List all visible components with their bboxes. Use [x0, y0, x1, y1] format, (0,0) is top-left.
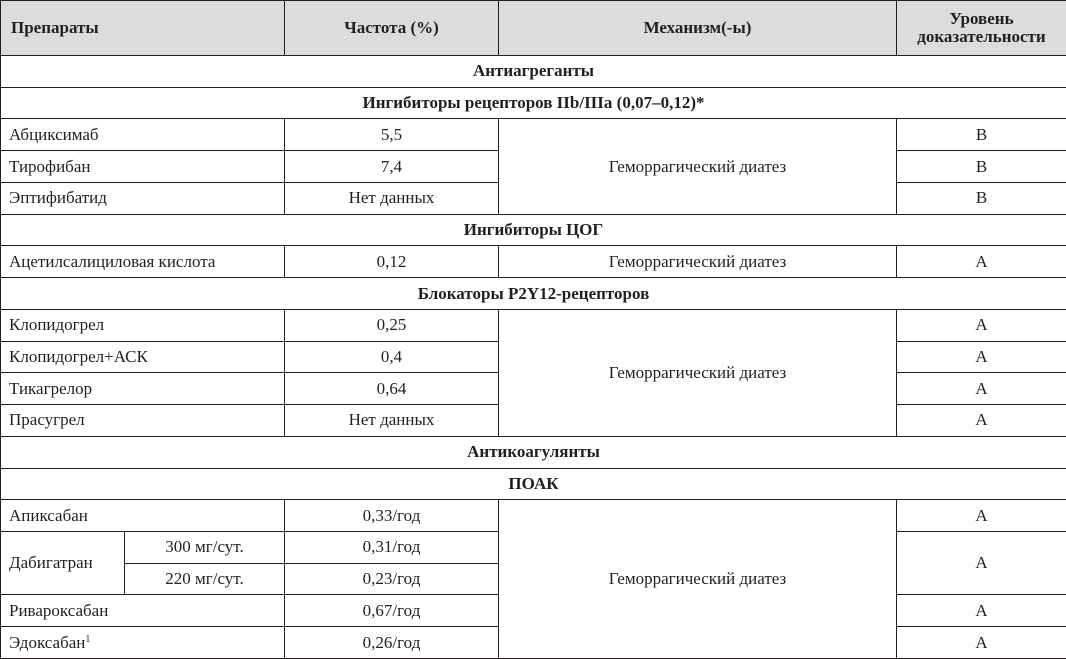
frequency-value: 0,23/год	[285, 563, 499, 595]
evidence-level: B	[897, 119, 1066, 151]
evidence-level: A	[897, 405, 1066, 437]
subsection-p2y12: Блокаторы P2Y12-рецепторов	[1, 278, 1066, 310]
section-anticoagulants: Антикоагулянты	[1, 436, 1066, 468]
mechanism-cell: Геморрагический диатез	[499, 309, 897, 436]
drug-name-cell	[1, 627, 285, 659]
section-row	[1, 214, 1066, 246]
frequency-value: Нет данных	[285, 405, 499, 437]
mechanism-cell: Геморрагический диатез	[499, 119, 897, 214]
drug-name: Эптифибатид	[1, 182, 285, 214]
header-row	[1, 1, 1066, 56]
drug-name: Тирофибан	[1, 151, 285, 183]
dose-value: 220 мг/сут.	[125, 563, 285, 595]
drug-name: Эдоксабан	[9, 632, 86, 652]
frequency-value: 0,64	[285, 373, 499, 405]
frequency-value: 5,5	[285, 119, 499, 151]
evidence-level: B	[897, 182, 1066, 214]
drug-name: Ацетилсалициловая кислота	[1, 246, 285, 278]
section-row	[1, 468, 1066, 500]
evidence-level: A	[897, 627, 1066, 659]
frequency-value: 0,12	[285, 246, 499, 278]
section-row	[1, 87, 1066, 119]
mechanism-cell: Геморрагический диатез	[499, 500, 897, 659]
evidence-level: A	[897, 373, 1066, 405]
evidence-level: A	[897, 341, 1066, 373]
evidence-level: A	[897, 309, 1066, 341]
evidence-level: A	[897, 500, 1066, 532]
subsection-doac: ПОАК	[1, 468, 1066, 500]
mechanism-cell: Геморрагический диатез	[499, 246, 897, 278]
section-row	[1, 56, 1066, 88]
drug-name: Дабигатран	[1, 532, 125, 595]
evidence-level: A	[897, 595, 1066, 627]
table-row	[1, 500, 1066, 532]
section-row	[1, 436, 1066, 468]
evidence-level: B	[897, 151, 1066, 183]
drug-name: Клопидогрел	[1, 309, 285, 341]
section-row	[1, 278, 1066, 310]
frequency-value: Нет данных	[285, 182, 499, 214]
header-evidence-level: Уровень доказательности	[897, 1, 1066, 56]
drug-name: Прасугрел	[1, 405, 285, 437]
drug-name: Абциксимаб	[1, 119, 285, 151]
header-drugs: Препараты	[1, 1, 285, 56]
frequency-value: 0,4	[285, 341, 499, 373]
table-row	[1, 309, 1066, 341]
frequency-value: 0,25	[285, 309, 499, 341]
drug-name: Тикагрелор	[1, 373, 285, 405]
drug-name: Апиксабан	[1, 500, 285, 532]
header-mechanism: Механизм(-ы)	[499, 1, 897, 56]
evidence-level: A	[897, 532, 1066, 595]
frequency-value: 0,26/год	[285, 627, 499, 659]
drug-name: Клопидогрел+АСК	[1, 341, 285, 373]
frequency-value: 0,67/год	[285, 595, 499, 627]
table-row	[1, 119, 1066, 151]
footnote-marker: 1	[85, 633, 91, 645]
subsection-gp2b3a: Ингибиторы рецепторов IIb/IIIa (0,07–0,12)*	[1, 87, 1066, 119]
frequency-value: 0,33/год	[285, 500, 499, 532]
drug-name: Ривароксабан	[1, 595, 285, 627]
frequency-value: 7,4	[285, 151, 499, 183]
evidence-level: A	[897, 246, 1066, 278]
table-row	[1, 246, 1066, 278]
dose-value: 300 мг/сут.	[125, 532, 285, 564]
header-frequency: Частота (%)	[285, 1, 499, 56]
frequency-value: 0,31/год	[285, 532, 499, 564]
subsection-cox: Ингибиторы ЦОГ	[1, 214, 1066, 246]
section-antiplatelet: Антиагреганты	[1, 56, 1066, 88]
